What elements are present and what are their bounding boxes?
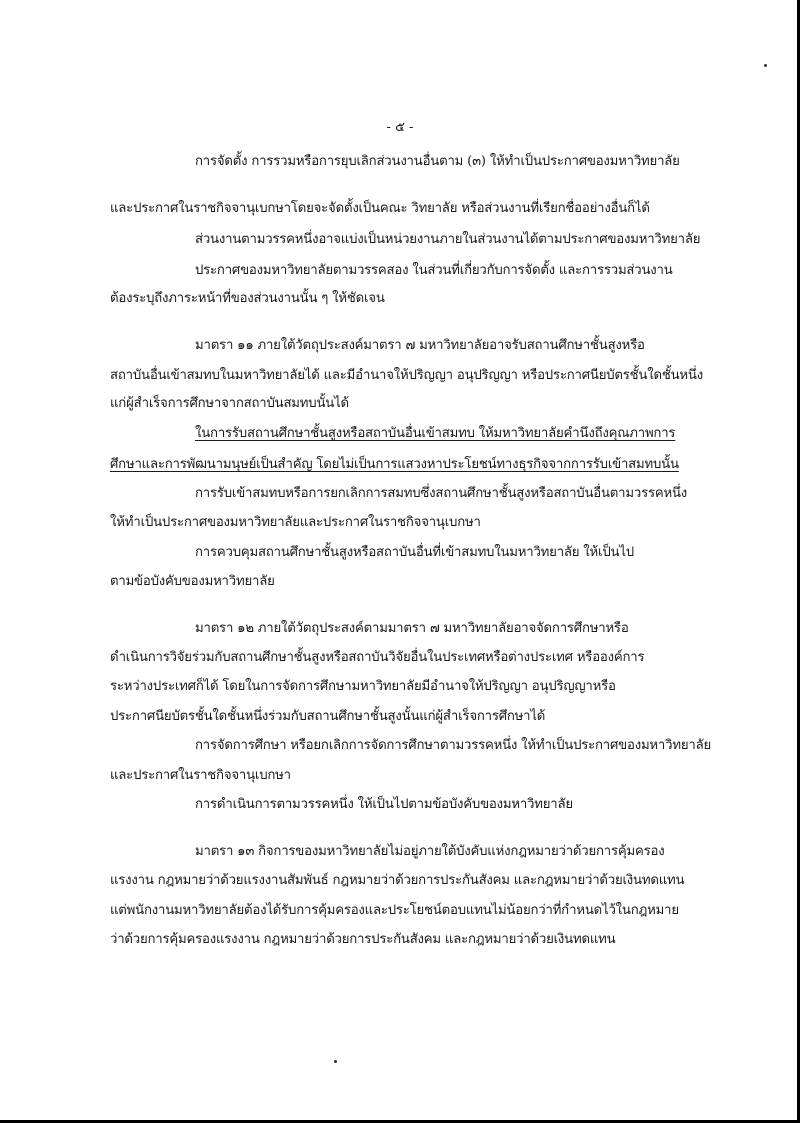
text-line: แก่ผู้สำเร็จการศึกษาจากสถาบันสมทบนั้นได้ bbox=[110, 396, 349, 411]
text-line: ดำเนินการวิจัยร่วมกับสถานศึกษาชั้นสูงหรือสถาบันวิจัยอื่นในประเทศหรือต่างประเทศ หรือองค์การ bbox=[110, 650, 645, 665]
underlined-text-line: ในการรับสถานศึกษาชั้นสูงหรือสถาบันอื่นเข้าสมทบ ให้มหาวิทยาลัยคำนึงถึงคุณภาพการ bbox=[195, 426, 676, 441]
text-line: ประกาศของมหาวิทยาลัยตามวรรคสอง ในส่วนที่เกี่ยวกับการจัดตั้ง และการรวมส่วนงาน bbox=[195, 263, 673, 278]
text-line: แต่พนักงานมหาวิทยาลัยต้องได้รับการคุ้มครองและประโยชน์ตอบแทนไม่น้อยกว่าที่กำหนดไว้ในกฎหมาย bbox=[110, 903, 679, 918]
text-line: การดำเนินการตามวรรคหนึ่ง ให้เป็นไปตามข้อบังคับของมหาวิทยาลัย bbox=[195, 797, 573, 812]
scan-speck bbox=[764, 64, 767, 67]
text-line: การรับเข้าสมทบหรือการยกเลิกการสมทบซึ่งสถานศึกษาชั้นสูงหรือสถาบันอื่นตามวรรคหนึ่ง bbox=[195, 486, 688, 501]
scan-speck bbox=[334, 1060, 337, 1063]
text-line: การควบคุมสถานศึกษาชั้นสูงหรือสถาบันอื่นที่เข้าสมทบในมหาวิทยาลัย ให้เป็นไป bbox=[195, 545, 634, 560]
underlined-text-line: ศึกษาและการพัฒนามนุษย์เป็นสำคัญ โดยไม่เป็นการแสวงหาประโยชน์ทางธุรกิจจากการรับเข้าสมทบนั้น bbox=[110, 457, 679, 472]
text-line: สถาบันอื่นเข้าสมทบในมหาวิทยาลัยได้ และมีอำนาจให้ปริญญา อนุปริญญา หรือประกาศนียบัตรชั้นใดชั้นหนึ่ง bbox=[110, 368, 703, 383]
text-line: ให้ทำเป็นประกาศของมหาวิทยาลัยและประกาศในราชกิจจานุเบกษา bbox=[110, 515, 481, 530]
text-line: แรงงาน กฎหมายว่าด้วยแรงงานสัมพันธ์ กฎหมายว่าด้วยการประกันสังคม และกฎหมายว่าด้วยเงินทดแทน bbox=[110, 873, 685, 888]
text-line: การจัดการศึกษา หรือยกเลิกการจัดการศึกษาตามวรรคหนึ่ง ให้ทำเป็นประกาศของมหาวิทยาลัย bbox=[195, 738, 711, 753]
text-line: และประกาศในราชกิจจานุเบกษา bbox=[110, 768, 291, 783]
text-line: ระหว่างประเทศก็ได้ โดยในการจัดการศึกษามหาวิทยาลัยมีอำนาจให้ปริญญา อนุปริญญาหรือ bbox=[110, 679, 616, 694]
text-line: การจัดตั้ง การรวมหรือการยุบเลิกส่วนงานอื่นตาม (๓) ให้ทำเป็นประกาศของมหาวิทยาลัย bbox=[195, 154, 680, 169]
text-line: ประกาศนียบัตรชั้นใดชั้นหนึ่งร่วมกับสถานศึกษาชั้นสูงนั้นแก่ผู้สำเร็จการศึกษาได้ bbox=[110, 709, 546, 724]
section-13-heading-line: มาตรา ๑๓ กิจการของมหาวิทยาลัยไม่อยู่ภายใต้บังคับแห่งกฎหมายว่าด้วยการคุ้มครอง bbox=[195, 844, 665, 859]
page-number: - ๕ - bbox=[386, 120, 414, 135]
text-line: ว่าด้วยการคุ้มครองแรงงาน กฎหมายว่าด้วยการประกันสังคม และกฎหมายว่าด้วยเงินทดแทน bbox=[110, 932, 616, 947]
section-12-heading-line: มาตรา ๑๒ ภายใต้วัตถุประสงค์ตามมาตรา ๗ มหาวิทยาลัยอาจจัดการศึกษาหรือ bbox=[195, 621, 629, 636]
text-line: และประกาศในราชกิจจานุเบกษาโดยจะจัดตั้งเป็นคณะ วิทยาลัย หรือส่วนงานที่เรียกชื่ออย่างอื่นก็ได้ bbox=[110, 201, 650, 216]
text-line: ต้องระบุถึงภาระหน้าที่ของส่วนงานนั้น ๆ ให้ชัดเจน bbox=[110, 291, 385, 306]
section-11-heading-line: มาตรา ๑๑ ภายใต้วัตถุประสงค์มาตรา ๗ มหาวิทยาลัยอาจรับสถานศึกษาชั้นสูงหรือ bbox=[195, 338, 645, 353]
text-line: ส่วนงานตามวรรคหนึ่งอาจแบ่งเป็นหน่วยงานภายในส่วนงานได้ตามประกาศของมหาวิทยาลัย bbox=[195, 232, 701, 247]
text-line: ตามข้อบังคับของมหาวิทยาลัย bbox=[110, 574, 275, 589]
